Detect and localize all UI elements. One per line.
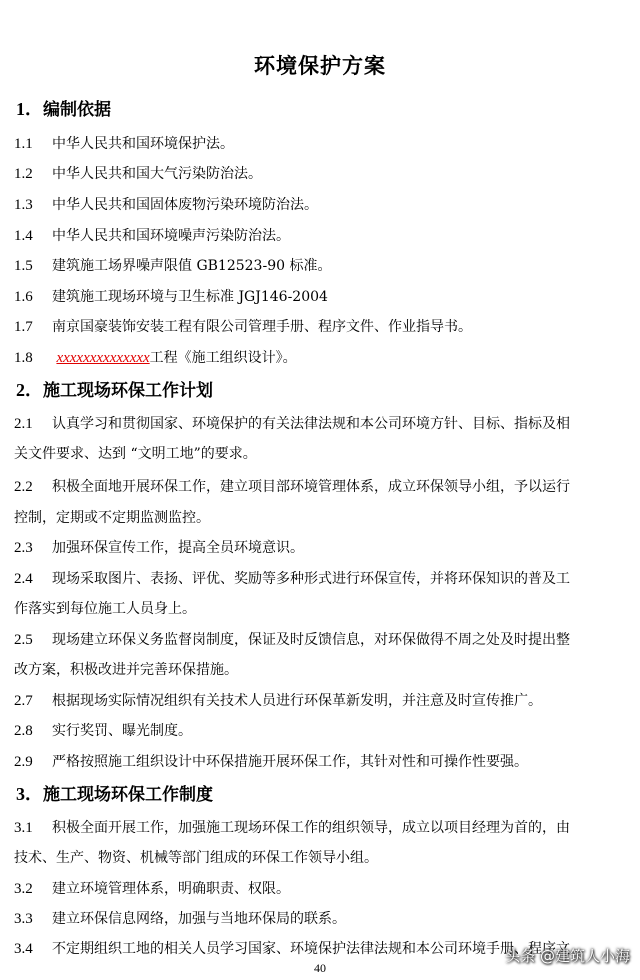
list-item <box>14 813 628 843</box>
item-number: 1.1 <box>14 136 33 152</box>
section-title: 施工现场环保工作制度 <box>43 785 213 805</box>
list-item <box>14 564 628 594</box>
item-number: 1.5 <box>14 258 33 274</box>
item-text: 实行奖罚、曝光制度。 <box>52 723 192 739</box>
item-text: 严格按照施工组织设计中环保措施开展环保工作，其针对性和可操作性要强。 <box>52 754 528 770</box>
item-number: 3.1 <box>14 820 33 836</box>
list-item <box>14 221 628 251</box>
item-number: 2.2 <box>14 479 33 495</box>
item-text: 中华人民共和国固体废物污染环境防治法。 <box>52 197 318 213</box>
list-item <box>14 190 628 220</box>
item-text: 积极全面开展工作，加强施工现场环保工作的组织领导，成立以项目经理为首的，由 <box>52 820 570 836</box>
item-text: 建筑施工现场环境与卫生标准 JGJ146-2004 <box>52 289 328 305</box>
item-number: 2.7 <box>14 693 33 709</box>
page-title: 环境保护方案 <box>254 54 386 78</box>
item-text: 根据现场实际情况组织有关技术人员进行环保革新发明，并注意及时宣传推广。 <box>52 693 542 709</box>
list-item <box>14 747 628 777</box>
item-number: 3.3 <box>14 911 33 927</box>
item-text: 中华人民共和国环境保护法。 <box>52 136 234 152</box>
list-item <box>14 251 628 281</box>
list-item <box>14 472 628 502</box>
item-continuation: 技术、生产、物资、机械等部门组成的环保工作领导小组。 <box>14 850 378 866</box>
list-item <box>14 343 628 373</box>
item-continuation: 改方案，积极改进并完善环保措施。 <box>14 662 238 678</box>
list-item <box>14 312 628 342</box>
list-item <box>14 533 628 563</box>
list-item <box>14 159 628 189</box>
item-text: 认真学习和贯彻国家、环境保护的有关法律法规和本公司环境方针、目标、指标及相 <box>52 416 570 432</box>
section-heading-2 <box>16 378 213 403</box>
item-text: 工程《施工组织设计》。 <box>149 350 297 366</box>
item-text: 积极全面地开展环保工作，建立项目部环境管理体系，成立环保领导小组，予以运行 <box>52 479 570 495</box>
section-number: 1． <box>16 99 43 119</box>
item-text: 现场采取图片、表扬、评优、奖励等多种形式进行环保宣传，并将环保知识的普及工 <box>52 571 570 587</box>
item-number: 2.4 <box>14 571 33 587</box>
list-item <box>14 409 628 439</box>
item-number: 1.3 <box>14 197 33 213</box>
list-item <box>14 716 628 746</box>
section-title: 施工现场环保工作计划 <box>43 381 213 401</box>
item-number: 2.8 <box>14 723 33 739</box>
section-title: 编制依据 <box>43 100 111 120</box>
item-text: 中华人民共和国环境噪声污染防治法。 <box>52 228 290 244</box>
item-continuation: 控制，定期或不定期监测监控。 <box>14 510 210 526</box>
item-number: 1.6 <box>14 289 33 305</box>
item-number: 1.4 <box>14 228 33 244</box>
item-number: 2.3 <box>14 540 33 556</box>
item-number: 1.2 <box>14 166 33 182</box>
list-item <box>14 129 628 159</box>
item-number: 2.9 <box>14 754 33 770</box>
item-text: 中华人民共和国大气污染防治法。 <box>52 166 262 182</box>
list-item <box>14 874 628 904</box>
list-item <box>14 282 628 312</box>
item-number: 1.8 <box>14 350 33 366</box>
item-text: 现场建立环保义务监督岗制度，保证及时反馈信息，对环保做得不周之处及时提出整 <box>52 632 570 648</box>
list-item <box>14 686 628 716</box>
item-text: 建立环保信息网络，加强与当地环保局的联系。 <box>52 911 346 927</box>
section-number: 2． <box>16 380 43 400</box>
item-continuation: 关文件要求、达到 “文明工地”的要求。 <box>14 446 257 462</box>
item-number: 3.2 <box>14 881 33 897</box>
item-text: 加强环保宣传工作，提高全员环境意识。 <box>52 540 304 556</box>
item-text: 不定期组织工地的相关人员学习国家、环境保护法律法规和本公司环境手册、程序文 <box>52 941 570 957</box>
project-name-placeholder: xxxxxxxxxxxxxx <box>56 350 150 366</box>
item-text: 南京国豪装饰安装工程有限公司管理手册、程序文件、作业指导书。 <box>52 319 472 335</box>
item-text: 建立环境管理体系，明确职责、权限。 <box>52 881 290 897</box>
section-heading-1 <box>16 97 111 122</box>
item-number: 2.1 <box>14 416 33 432</box>
item-text: 建筑施工场界噪声限值 GB12523-90 标准。 <box>52 258 332 274</box>
item-number: 2.5 <box>14 632 33 648</box>
list-item <box>14 625 628 655</box>
page-number: 40 <box>314 961 326 975</box>
section-number: 3． <box>16 784 43 804</box>
watermark: 头条 @建筑人小海 <box>505 947 630 965</box>
list-item <box>14 904 628 934</box>
section-heading-3 <box>16 782 213 807</box>
item-number: 3.4 <box>14 941 33 957</box>
item-continuation: 作落实到每位施工人员身上。 <box>14 601 196 617</box>
item-number: 1.7 <box>14 319 33 335</box>
